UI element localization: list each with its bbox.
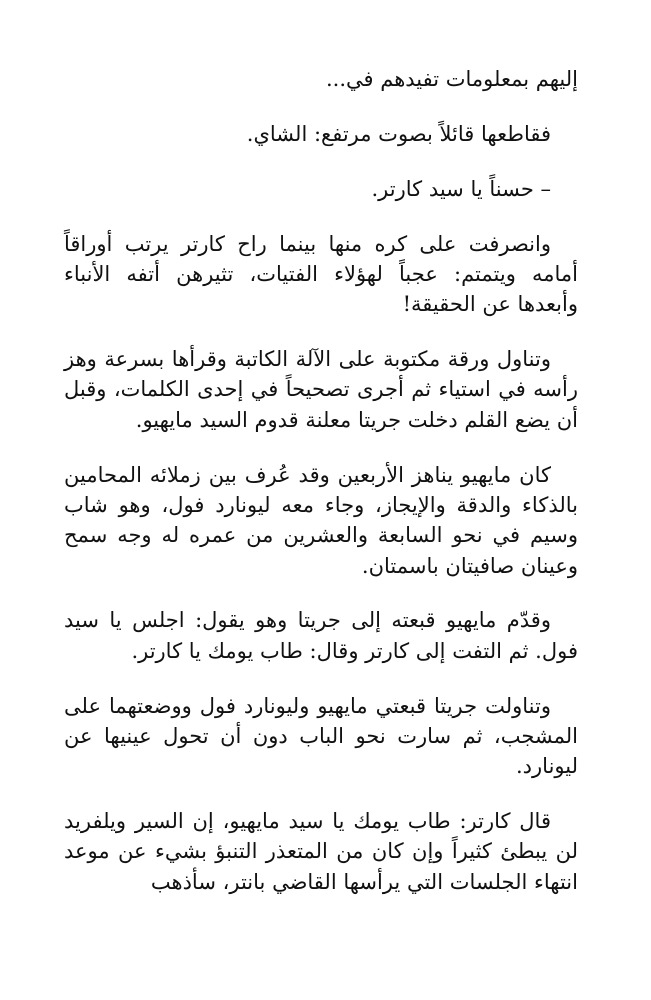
book-page <box>64 64 578 922</box>
paragraph-tea-interrupt: فقاطعها قائلاً بصوت مرتفع: الشاي. <box>246 121 551 146</box>
paragraph-mayhew-description: كان مايهيو يناهز الأربعين وقد عُرف بين زملائه المحامين بالذكاء والدقة والإيجاز، وجاء معه ليونارد فول، وهو شاب وسيم في نحو السابعة والعشرين من عمره له وجه سمح وعينان صافيتان باسمتان. <box>64 462 578 578</box>
paragraph-typed-paper: وتناول ورقة مكتوبة على الآلة الكاتبة وقرأها بسرعة وهز رأسه في استياء ثم أجرى تصحيحاً في إحدى الكلمات، وقبل أن يضع القلم دخلت جريتا معلنة قدوم السيد مايهيو. <box>64 347 578 432</box>
paragraph-carter-mutters: وانصرفت على كره منها بينما راح كارتر يرتب أوراقاً أمامه ويتمتم: عجباً لهؤلاء الفتيات، تثيرهن أتفه الأنباء وأبعدها عن الحقيقة! <box>64 231 578 317</box>
paragraph-continuation: إليهم بمعلومات تفيدهم في... <box>325 67 578 91</box>
paragraph-dialog-reply: – حسناً يا سيد كارتر. <box>371 176 551 201</box>
paragraph-greta-hats: وتناولت جريتا قبعتي مايهيو وليونارد فول ووضعتهما على المشجب، ثم سارت نحو الباب دون أن تحول عينيها عن ليونارد. <box>64 693 578 779</box>
paragraph-carter-reply: قال كارتر: طاب يومك يا سيد مايهيو، إن السير ويلفريد لن يبطئ كثيراً وإن كان من المتعذر التنبؤ بشيء عن موعد انتهاء الجلسات التي يرأسها القاضي بانتر، سأذهب <box>64 809 578 894</box>
paragraph-mayhew-greeting: وقدّم مايهيو قبعته إلى جريتا وهو يقول: اجلس يا سيد فول. ثم التفت إلى كارتر وقال: طاب يومك يا كارتر. <box>64 608 578 663</box>
